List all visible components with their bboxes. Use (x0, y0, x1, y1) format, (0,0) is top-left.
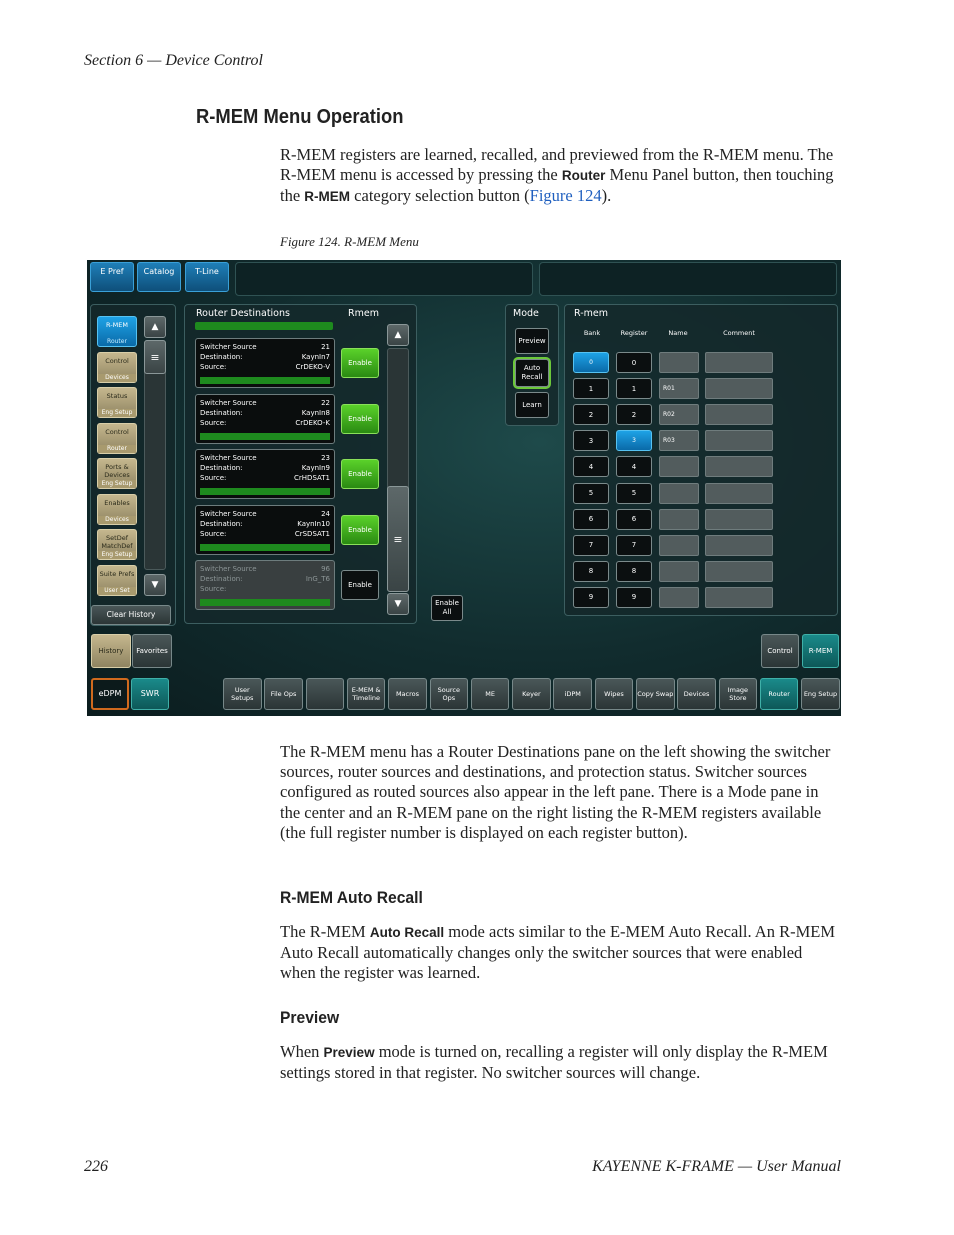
sidebar-item-label: Suite Prefs (99, 569, 135, 578)
register-name[interactable] (659, 483, 699, 504)
card-value: 96 (321, 565, 330, 573)
bottom-menu-button[interactable]: Keyer (512, 678, 551, 710)
sidebar-item-label: Status (106, 392, 128, 400)
protection-status-bar (200, 433, 330, 440)
preview-mode-button[interactable]: Preview (515, 328, 549, 354)
register-name[interactable] (659, 587, 699, 608)
sidebar-item-6[interactable] (97, 529, 137, 560)
bottom-menu-button[interactable]: Wipes (595, 678, 634, 710)
card-value: KaynIn7 (301, 353, 330, 361)
top-button-epref[interactable]: E Pref (90, 262, 134, 292)
bank-button[interactable]: 8 (573, 561, 609, 582)
enable-button[interactable]: Enable (341, 348, 379, 378)
rmem-category-button[interactable]: R-MEM (802, 634, 839, 668)
rmem-menu-screenshot (87, 260, 841, 716)
mode-title: Mode (513, 308, 539, 319)
body-paragraph: The R-MEM menu has a Router Destinations pane on the left showing the switcher sources, router sources and destinations, and protection status. Switcher sources configured as routed sources also appear in the left pane. There is a Mode pane in the center and an R-MEM pane on the right listing the R-MEM registers available (the full register number is displayed on each register button). (280, 742, 831, 842)
card-label: Source: (200, 474, 227, 482)
register-button[interactable]: 0 (616, 352, 652, 373)
partial-card-bar (195, 322, 333, 330)
enable-button[interactable]: Enable (341, 404, 379, 434)
dest-scroll-up[interactable]: ▲ (387, 324, 409, 346)
router-destinations-title: Router Destinations (196, 308, 290, 319)
bottom-menu-button[interactable]: User Setups (223, 678, 262, 710)
enable-button[interactable]: Enable (341, 515, 379, 545)
sidebar-item-0[interactable] (97, 316, 137, 347)
auto-recall-keyword: Auto Recall (369, 925, 445, 940)
sidebar-scrollbar[interactable] (144, 340, 166, 570)
register-comment[interactable] (705, 404, 773, 425)
register-comment[interactable] (705, 587, 773, 608)
sidebar-item-sub: Eng Setup (98, 409, 136, 417)
register-button[interactable]: 5 (616, 483, 652, 504)
favorites-button[interactable]: Favorites (132, 634, 172, 668)
card-label: Destination: (200, 408, 243, 417)
sidebar-item-7[interactable] (97, 565, 137, 596)
page-number: 226 (84, 1158, 108, 1175)
card-label: Source: (200, 529, 227, 538)
bottom-menu-button[interactable]: Source Ops (430, 678, 469, 710)
card-label: Source: (200, 418, 227, 427)
sidebar-item-sub: User Set (98, 587, 136, 595)
sidebar-scroll-up[interactable]: ▲ (144, 316, 166, 338)
card-label: Source: (200, 363, 227, 371)
register-button[interactable]: 3 (616, 430, 652, 451)
sidebar-item-sub: Eng Setup (98, 551, 136, 559)
register-comment[interactable] (705, 430, 773, 451)
protection-status-bar (200, 377, 330, 384)
register-button[interactable]: 7 (616, 535, 652, 556)
bank-button[interactable]: 0 (573, 352, 609, 373)
sidebar-item-label: R-MEM (106, 321, 128, 329)
rmem-column-title: Rmem (348, 308, 379, 319)
rmem-pane-title: R-mem (574, 308, 608, 319)
card-label: Destination: (200, 353, 243, 361)
card-value: 21 (321, 343, 330, 351)
figure-caption: Figure 124. R-MEM Menu (280, 234, 419, 249)
enable-all-button[interactable]: Enable All (431, 595, 463, 621)
register-button[interactable]: 4 (616, 456, 652, 477)
register-button[interactable]: 2 (616, 404, 652, 425)
auto-recall-paragraph: The R-MEM Auto Recall mode acts similar to the E-MEM Auto Recall. An R-MEM Auto Recall automatically changes only the switcher sources that were enabled when the register was learned. (280, 922, 836, 983)
router-destination-card[interactable] (195, 505, 335, 555)
edpm-button[interactable]: eDPM (91, 678, 129, 710)
dest-scroll-down[interactable]: ▼ (387, 593, 409, 615)
card-label: Switcher Source (200, 343, 257, 351)
intro-paragraph: R-MEM registers are learned, recalled, and previewed from the R-MEM menu. The R-MEM menu is accessed by pressing the Router Menu Panel button, then touching the R-MEM category selection button (Figure 124). (280, 145, 834, 206)
card-value: InG_T6 (305, 575, 330, 583)
bottom-menu-button[interactable]: Macros (388, 678, 427, 710)
preview-keyword: Preview (323, 1045, 375, 1060)
sidebar-item-4[interactable] (97, 458, 137, 489)
router-destination-card[interactable] (195, 449, 335, 499)
preview-paragraph: When Preview mode is turned on, recalling a register will only display the R-MEM settings stored in that register. No switcher sources will change. (280, 1042, 828, 1083)
rmem-keyword: R-MEM (304, 189, 351, 205)
sidebar-item-sub: Eng Setup (98, 480, 136, 488)
sidebar-item-label: Control (105, 356, 129, 365)
bottom-menu-button[interactable]: iDPM (553, 678, 592, 710)
enable-button[interactable]: Enable (341, 570, 379, 600)
register-button[interactable]: 1 (616, 378, 652, 399)
sidebar-scroll-down[interactable]: ▼ (144, 574, 166, 596)
top-display-area (235, 262, 533, 296)
bank-button[interactable]: 3 (573, 430, 609, 451)
auto-recall-mode-button[interactable]: Auto Recall (515, 359, 549, 387)
protection-status-bar (200, 544, 330, 551)
swr-button[interactable]: SWR (131, 678, 169, 710)
bank-button[interactable]: 4 (573, 456, 609, 477)
register-comment[interactable] (705, 509, 773, 530)
register-button[interactable]: 6 (616, 509, 652, 530)
register-name[interactable] (659, 456, 699, 477)
sidebar-scroll-thumb[interactable]: ≡ (144, 340, 166, 374)
bank-button[interactable]: 6 (573, 509, 609, 530)
register-name[interactable] (659, 509, 699, 530)
bank-button[interactable]: 7 (573, 535, 609, 556)
card-label: Switcher Source (200, 454, 257, 462)
register-name[interactable]: R01 (659, 378, 699, 399)
protection-status-bar (200, 599, 330, 606)
router-destination-card[interactable] (195, 338, 335, 388)
top-button-catalog[interactable]: Catalog (137, 262, 181, 292)
register-comment[interactable] (705, 561, 773, 582)
card-value: KaynIn10 (297, 519, 330, 528)
bottom-menu-button[interactable]: Devices (677, 678, 716, 710)
card-label: Destination: (200, 519, 243, 528)
register-comment[interactable] (705, 535, 773, 556)
section-header: Section 6 — Device Control (84, 52, 263, 69)
register-name[interactable] (659, 352, 699, 373)
register-comment[interactable] (705, 456, 773, 477)
card-value: 22 (321, 398, 330, 407)
col-comment: Comment (723, 329, 755, 337)
figure-link[interactable]: Figure 124 (529, 186, 602, 206)
card-label: Source: (200, 585, 227, 593)
card-label: Destination: (200, 575, 243, 583)
register-name[interactable] (659, 561, 699, 582)
col-bank: Bank (583, 329, 601, 337)
card-value: CrSDSAT1 (294, 529, 330, 538)
card-value: KaynIn9 (301, 464, 330, 472)
bank-button[interactable]: 1 (573, 378, 609, 399)
register-button[interactable]: 9 (616, 587, 652, 608)
col-register: Register (620, 329, 648, 337)
register-comment[interactable] (705, 378, 773, 399)
card-value: CrDEKO-K (295, 418, 330, 427)
sidebar-item-label: SetDef MatchDef (101, 534, 133, 550)
bank-button[interactable]: 9 (573, 587, 609, 608)
sidebar-item-label: Control (105, 427, 129, 436)
card-label: Switcher Source (200, 398, 257, 407)
card-value: 24 (321, 509, 330, 518)
top-display-area-right (539, 262, 837, 296)
bottom-menu-button[interactable]: ME (471, 678, 510, 710)
router-keyword: Router (561, 168, 606, 184)
footer-title: KAYENNE K-FRAME — User Manual (592, 1158, 841, 1175)
card-label: Switcher Source (200, 509, 257, 518)
learn-mode-button[interactable]: Learn (515, 392, 549, 418)
protection-status-bar (200, 488, 330, 495)
card-label: Switcher Source (200, 565, 257, 573)
control-category-button[interactable]: Control (761, 634, 799, 668)
sidebar-item-1[interactable] (97, 352, 137, 383)
col-name: Name (668, 329, 688, 337)
auto-recall-heading: R-MEM Auto Recall (280, 888, 423, 907)
preview-heading: Preview (280, 1008, 340, 1027)
sidebar-item-sub: Router (98, 445, 136, 453)
section-heading: R-MEM Menu Operation (196, 106, 404, 128)
card-value: CrHDSAT1 (294, 474, 330, 482)
sidebar-item-label: Ports & Devices (104, 463, 130, 479)
sidebar-item-label: Enables (104, 498, 130, 507)
top-button-tline[interactable]: T-Line (185, 262, 229, 292)
register-name[interactable] (659, 535, 699, 556)
sidebar-item-sub: Router (107, 338, 127, 345)
card-value: 23 (321, 454, 330, 462)
router-destination-card[interactable] (195, 394, 335, 444)
card-value: CrDEKO-V (295, 363, 330, 371)
bank-button[interactable]: 5 (573, 483, 609, 504)
sidebar-item-sub: Devices (98, 516, 136, 524)
card-label: Destination: (200, 464, 243, 472)
history-button[interactable]: History (91, 634, 131, 668)
dest-scroll-thumb[interactable]: ≡ (387, 486, 409, 592)
register-button[interactable]: 8 (616, 561, 652, 582)
sidebar-item-5[interactable] (97, 494, 137, 525)
bottom-menu-button[interactable]: Copy Swap (636, 678, 675, 710)
bank-button[interactable]: 2 (573, 404, 609, 425)
enable-button[interactable]: Enable (341, 459, 379, 489)
register-name[interactable]: R03 (659, 430, 699, 451)
bottom-menu-button[interactable]: Eng Setup (801, 678, 840, 710)
bottom-menu-button[interactable]: Image Store (719, 678, 758, 710)
clear-history-button[interactable]: Clear History (91, 605, 171, 625)
sidebar-item-2[interactable] (97, 387, 137, 418)
bottom-menu-button[interactable]: E-MEM & Timeline (347, 678, 386, 710)
bottom-menu-button[interactable]: File Ops (264, 678, 303, 710)
bottom-menu-button[interactable]: Router (760, 678, 799, 710)
register-comment[interactable] (705, 352, 773, 373)
router-destination-card[interactable] (195, 560, 335, 610)
card-value: KaynIn8 (301, 408, 330, 417)
bottom-menu-button[interactable] (306, 678, 345, 710)
sidebar-item-3[interactable] (97, 423, 137, 454)
register-comment[interactable] (705, 483, 773, 504)
sidebar-item-sub: Devices (98, 374, 136, 382)
register-name[interactable]: R02 (659, 404, 699, 425)
